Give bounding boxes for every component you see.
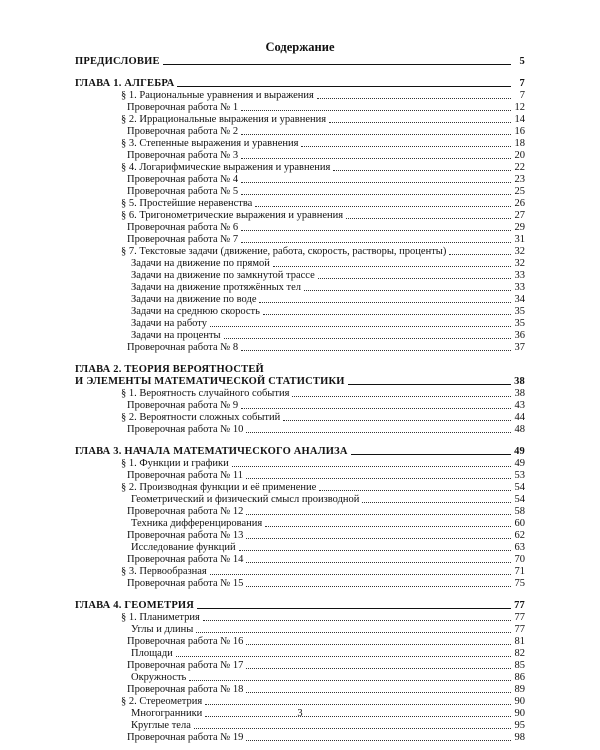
toc-entry-title: Проверочная работа № 4 [127,174,239,185]
toc-entry-page: 49 [514,446,525,457]
section-gap [75,68,525,78]
toc-entry-title: § 2. Вероятности сложных событий [121,412,281,423]
toc-entry [75,624,525,636]
leader-dots [246,740,511,741]
leader-dots [246,538,511,539]
leader-dots [329,122,511,123]
leader-dots [304,290,511,291]
toc-entry-title: Углы и длины [131,624,194,635]
leader-dots [241,110,511,111]
toc-chapter-entry [75,376,525,388]
toc-entry-page: 48 [514,424,525,435]
leader-dots [203,620,511,621]
toc-entry [75,696,525,708]
toc-entry-page: 27 [514,210,525,221]
toc-entry-title: Проверочная работа № 18 [127,684,244,695]
toc-entry-title: Площади [131,648,173,659]
leader-dots [263,314,511,315]
toc-entry-title: Задачи на движение по замкнутой трассе [131,270,315,281]
toc-entry [75,518,525,530]
leader-dots [333,170,511,171]
toc-entry-title: Проверочная работа № 1 [127,102,239,113]
toc-entry-title: § 5. Простейшие неравенства [121,198,253,209]
toc-entry [75,554,525,566]
toc-entry-title: Проверочная работа № 14 [127,554,244,565]
toc-entry [75,612,525,624]
toc-chapter-entry [75,364,525,376]
toc-entry-title: § 1. Планиметрия [121,612,200,623]
toc-entry [75,342,525,354]
leader-dots [319,490,511,491]
leader-dots [246,668,511,669]
toc-entry-title: Проверочная работа № 9 [127,400,239,411]
toc-entry [75,90,525,102]
toc-entry-title: ГЛАВА 4. ГЕОМЕТРИЯ [75,600,195,611]
leader-dots [189,680,511,681]
leader-dots [292,396,511,397]
toc-entry-title: Проверочная работа № 7 [127,234,239,245]
leader-dots [246,478,511,479]
leader-dots [246,562,511,563]
leader-dots [197,608,511,609]
toc-entry-page: 86 [514,672,525,683]
toc-entry [75,186,525,198]
toc-entry [75,732,525,744]
leader-dots [317,98,511,99]
toc-entry-title: § 6. Тригонометрические выражения и уравнения [121,210,344,221]
toc-entry [75,282,525,294]
section-gap [75,436,525,446]
toc-entry [75,424,525,436]
toc-entry-title: ГЛАВА 1. АЛГЕБРА [75,78,175,89]
toc-entry [75,138,525,150]
leader-dots [449,254,511,255]
toc-chapter-entry [75,446,525,458]
leader-dots [246,432,511,433]
toc-chapter-entry [75,78,525,90]
leader-dots [255,206,511,207]
toc-entry [75,306,525,318]
toc-entry-title: ГЛАВА 2. ТЕОРИЯ ВЕРОЯТНОСТЕЙ [75,364,264,375]
toc-entry-page: 60 [514,518,525,529]
toc-entry-page: 82 [514,648,525,659]
toc-entry [75,150,525,162]
toc-entry-title: § 7. Текстовые задачи (движение, работа, скорость, растворы, проценты) [121,246,447,257]
toc-entry [75,388,525,400]
toc-entry-page: 35 [514,306,525,317]
toc-entry-page: 70 [514,554,525,565]
toc-entry-title: § 3. Степенные выражения и уравнения [121,138,299,149]
toc-entry-page: 32 [514,258,525,269]
toc-entry [75,506,525,518]
toc-entry [75,412,525,424]
toc-entry-page: 38 [514,376,525,387]
toc-entry-title: Проверочная работа № 6 [127,222,239,233]
toc-entry-title: Проверочная работа № 15 [127,578,244,589]
toc-entry-page: 29 [514,222,525,233]
toc-entry [75,494,525,506]
leader-dots [241,350,511,351]
toc-entry-title: Проверочная работа № 5 [127,186,239,197]
leader-dots [210,574,511,575]
toc-entry-page: 5 [519,56,525,67]
toc-chapter-entry [75,56,525,68]
toc-entry-page: 53 [514,470,525,481]
toc-entry-page: 77 [514,600,525,611]
toc-entry [75,400,525,412]
table-of-contents [75,56,525,744]
toc-entry [75,258,525,270]
toc-entry-page: 58 [514,506,525,517]
leader-dots [273,266,511,267]
toc-entry-title: Задачи на движение по прямой [131,258,270,269]
toc-entry-page: 81 [514,636,525,647]
leader-dots [246,514,511,515]
leader-dots [176,656,511,657]
toc-entry-page: 38 [514,388,525,399]
toc-entry-title: § 1. Рациональные уравнения и выражения [121,90,314,101]
toc-entry-page: 35 [514,318,525,329]
toc-entry-title: ПРЕДИСЛОВИЕ [75,56,160,67]
toc-entry-page: 62 [514,530,525,541]
toc-entry [75,720,525,732]
toc-entry-page: 20 [514,150,525,161]
toc-entry-title: Проверочная работа № 3 [127,150,239,161]
leader-dots [241,182,511,183]
leader-dots [241,408,511,409]
toc-entry-title: Проверочная работа № 10 [127,424,244,435]
toc-entry [75,246,525,258]
toc-entry-title: § 2. Стереометрия [121,696,203,707]
toc-entry-page: 14 [514,114,525,125]
toc-entry-title: Проверочная работа № 2 [127,126,239,137]
toc-entry-title: § 2. Иррациональные выражения и уравнения [121,114,327,125]
toc-entry [75,636,525,648]
toc-entry-page: 85 [514,660,525,671]
toc-entry [75,566,525,578]
toc-entry-title: Проверочная работа № 8 [127,342,239,353]
toc-entry-title: Проверочная работа № 17 [127,660,244,671]
leader-dots [283,420,511,421]
toc-entry-page: 44 [514,412,525,423]
toc-entry-page: 31 [514,234,525,245]
leader-dots [241,134,511,135]
leader-dots [163,64,511,65]
leader-dots [224,338,511,339]
toc-entry-page: 16 [514,126,525,137]
toc-entry-page: 54 [514,482,525,493]
toc-entry-title: § 1. Вероятность случайного события [121,388,290,399]
toc-entry-page: 77 [514,612,525,623]
toc-entry-title: Окружность [131,672,187,683]
leader-dots [241,230,511,231]
toc-entry [75,210,525,222]
toc-entry-title: Техника дифференцирования [131,518,263,529]
toc-entry-page: 54 [514,494,525,505]
toc-entry [75,470,525,482]
page-number: 3 [297,708,303,719]
section-gap [75,590,525,600]
toc-entry-page: 34 [514,294,525,305]
toc-entry-title: Проверочная работа № 12 [127,506,244,517]
leader-dots [241,194,511,195]
toc-entry-page: 12 [514,102,525,113]
toc-entry [75,126,525,138]
toc-entry [75,318,525,330]
toc-entry [75,672,525,684]
toc-entry-page: 22 [514,162,525,173]
leader-dots [239,550,511,551]
leader-dots [196,632,511,633]
toc-entry-page: 77 [514,624,525,635]
toc-entry-page: 95 [514,720,525,731]
toc-entry [75,174,525,186]
leader-dots [362,502,511,503]
leader-dots [351,454,511,455]
toc-entry-title: Проверочная работа № 11 [127,470,244,481]
toc-entry-title: Многогранники [131,708,203,719]
toc-entry-page: 18 [514,138,525,149]
toc-entry-title: Геометрический и физический смысл производной [131,494,360,505]
toc-entry [75,162,525,174]
toc-entry-page: 32 [514,246,525,257]
toc-entry-page: 98 [514,732,525,743]
leader-dots [246,644,511,645]
toc-chapter-entry [75,600,525,612]
toc-entry-title: Задачи на движение протяжённых тел [131,282,301,293]
toc-entry [75,482,525,494]
toc-entry-page: 89 [514,684,525,695]
toc-entry-title: § 4. Логарифмические выражения и уравнения [121,162,331,173]
toc-entry [75,458,525,470]
leader-dots [346,218,511,219]
toc-entry [75,660,525,672]
toc-entry [75,270,525,282]
toc-entry-page: 90 [514,696,525,707]
toc-entry-title: Задачи на проценты [131,330,221,341]
leader-dots [246,692,511,693]
toc-entry-page: 90 [514,708,525,719]
leader-dots [348,384,511,385]
toc-entry-page: 75 [514,578,525,589]
section-gap [75,354,525,364]
leader-dots [210,326,511,327]
leader-dots [194,728,511,729]
toc-entry-page: 71 [514,566,525,577]
toc-entry-page: 63 [514,542,525,553]
toc-entry-title: Задачи на среднюю скорость [131,306,260,317]
toc-entry-title: § 1. Функции и графики [121,458,229,469]
toc-entry-page: 33 [514,270,525,281]
toc-entry [75,542,525,554]
toc-entry-page: 26 [514,198,525,209]
toc-entry-page: 33 [514,282,525,293]
toc-entry-title: Проверочная работа № 16 [127,636,244,647]
leader-dots [265,526,511,527]
toc-entry [75,198,525,210]
toc-entry [75,648,525,660]
toc-entry [75,234,525,246]
toc-entry-page: 49 [514,458,525,469]
toc-entry-page: 25 [514,186,525,197]
toc-entry-title: Задачи на работу [131,318,207,329]
toc-entry-page: 43 [514,400,525,411]
leader-dots [177,86,511,87]
toc-entry-title: Проверочная работа № 19 [127,732,244,743]
toc-entry-title: Круглые тела [131,720,191,731]
leader-dots [246,586,511,587]
leader-dots [241,242,511,243]
toc-entry [75,294,525,306]
toc-entry-page: 36 [514,330,525,341]
toc-entry-title: ГЛАВА 3. НАЧАЛА МАТЕМАТИЧЕСКОГО АНАЛИЗА [75,446,348,457]
toc-entry-page: 23 [514,174,525,185]
toc-entry [75,330,525,342]
leader-dots [232,466,511,467]
leader-dots [205,704,511,705]
toc-entry-title: Исследование функций [131,542,236,553]
toc-entry-title: Задачи на движение по воде [131,294,257,305]
toc-entry-page: 37 [514,342,525,353]
toc-entry-page: 7 [519,90,525,101]
toc-entry-title: § 2. Производная функции и её применение [121,482,317,493]
toc-entry-title: И ЭЛЕМЕНТЫ МАТЕМАТИЧЕСКОЙ СТАТИСТИКИ [75,376,345,387]
toc-entry-page: 7 [519,78,525,89]
toc-entry [75,684,525,696]
leader-dots [318,278,511,279]
page-title: Содержание [265,40,335,54]
toc-entry [75,578,525,590]
toc-entry-title: Проверочная работа № 13 [127,530,244,541]
leader-dots [301,146,511,147]
toc-entry [75,530,525,542]
toc-entry [75,102,525,114]
leader-dots [241,158,511,159]
leader-dots [259,302,511,303]
toc-entry-title: § 3. Первообразная [121,566,207,577]
toc-entry [75,222,525,234]
toc-entry [75,114,525,126]
